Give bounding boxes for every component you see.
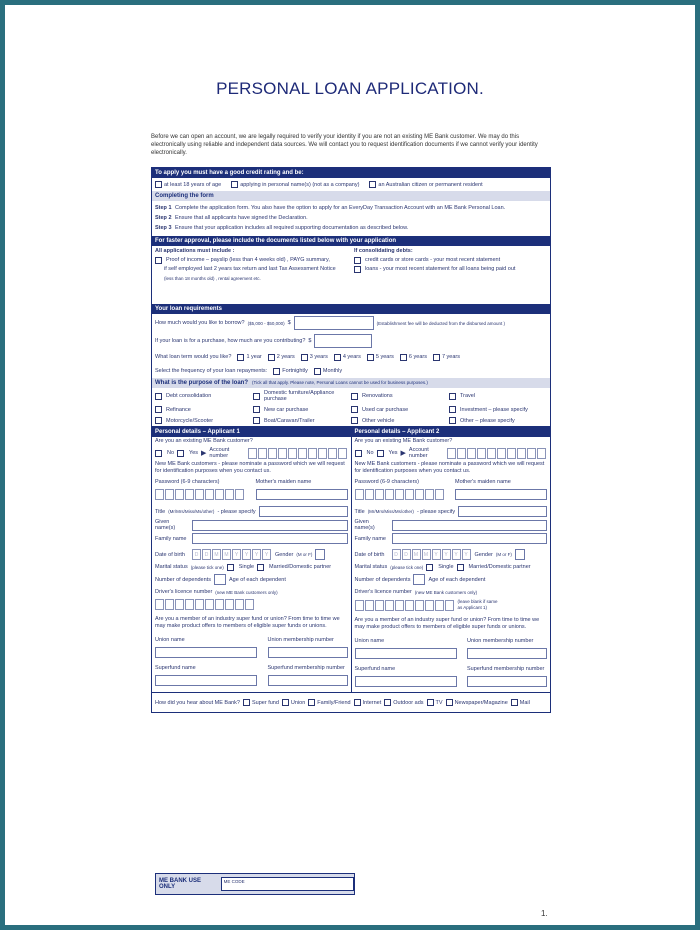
label: Y bbox=[262, 549, 271, 560]
union-name-input[interactable] bbox=[155, 647, 257, 658]
input-cell[interactable] bbox=[235, 489, 244, 500]
label: (M or F) bbox=[495, 552, 512, 557]
checkbox[interactable] bbox=[243, 699, 250, 706]
checkbox[interactable] bbox=[511, 699, 518, 706]
label: Superfund name bbox=[155, 665, 196, 671]
input-cell[interactable] bbox=[298, 448, 307, 459]
input-cell[interactable] bbox=[215, 489, 224, 500]
title-input[interactable] bbox=[458, 506, 547, 517]
label: 1 year bbox=[246, 354, 262, 360]
label: Monthly bbox=[322, 368, 343, 374]
label: Family name bbox=[354, 535, 386, 542]
label: M bbox=[422, 549, 431, 560]
superfund-number-input[interactable] bbox=[268, 675, 348, 686]
label: Union name bbox=[155, 637, 185, 643]
input-cell[interactable] bbox=[415, 600, 424, 611]
purpose-option[interactable] bbox=[351, 406, 449, 413]
term-option[interactable] bbox=[433, 354, 460, 361]
checkbox[interactable] bbox=[308, 699, 315, 706]
label: Renovations bbox=[362, 393, 393, 399]
input-cell[interactable] bbox=[395, 600, 404, 611]
yes-checkbox[interactable] bbox=[177, 450, 184, 457]
checkbox[interactable] bbox=[301, 354, 308, 361]
label: Driver's licence number bbox=[155, 589, 213, 595]
borrow-amount-input[interactable] bbox=[294, 316, 374, 330]
input-cell[interactable] bbox=[355, 600, 364, 611]
single-checkbox[interactable] bbox=[227, 564, 234, 571]
label: No bbox=[167, 450, 175, 456]
input-cell[interactable] bbox=[328, 448, 337, 459]
checkbox[interactable] bbox=[237, 354, 244, 361]
title-input[interactable] bbox=[259, 506, 348, 517]
input-cell[interactable] bbox=[507, 448, 516, 459]
checkbox[interactable] bbox=[354, 257, 361, 264]
label: Y bbox=[442, 549, 451, 560]
label: Password (6-9 characters) bbox=[155, 479, 220, 485]
label: Boat/Caravan/Trailer bbox=[264, 417, 315, 424]
label: Driver's licence number bbox=[354, 589, 412, 595]
input-cell[interactable] bbox=[365, 489, 374, 500]
label: Age of each dependent bbox=[228, 576, 286, 583]
label: Motorcycle/Scooter bbox=[166, 417, 214, 424]
checkbox[interactable] bbox=[334, 354, 341, 361]
label: D bbox=[192, 549, 201, 560]
purpose-option[interactable] bbox=[449, 390, 547, 402]
input-cell[interactable] bbox=[155, 599, 164, 610]
input-cell[interactable] bbox=[375, 600, 384, 611]
checkbox[interactable] bbox=[268, 354, 275, 361]
input-cell[interactable] bbox=[215, 599, 224, 610]
label: Family name bbox=[155, 535, 187, 542]
label: Mail bbox=[519, 699, 530, 706]
hear-option[interactable] bbox=[427, 699, 443, 706]
label: Used car purchase bbox=[362, 406, 409, 413]
label: 7 years bbox=[441, 354, 461, 360]
page-title: PERSONAL LOAN APPLICATION. bbox=[216, 79, 484, 98]
input-cell[interactable] bbox=[175, 599, 184, 610]
label: 3 years bbox=[309, 354, 328, 360]
input-cell[interactable] bbox=[445, 600, 454, 611]
checkbox[interactable] bbox=[367, 354, 374, 361]
frequency-row: Select the frequency of your loan repayments: Fortnightly Monthly bbox=[155, 368, 343, 374]
purpose-header: What is the purpose of the loan? (Tick all that apply. Please note, Personal Loans cannot be used for business purposes.) bbox=[152, 378, 550, 388]
input-cell[interactable] bbox=[415, 489, 424, 500]
checkbox[interactable] bbox=[354, 266, 361, 273]
label: - please specify bbox=[416, 508, 456, 515]
purpose-option[interactable] bbox=[351, 417, 449, 424]
label: Age of each dependent bbox=[428, 576, 486, 583]
term-option[interactable] bbox=[268, 354, 295, 361]
label: 6 years bbox=[408, 354, 427, 360]
loan-header: Your loan requirements bbox=[152, 304, 550, 314]
label: Fortnightly bbox=[282, 368, 308, 374]
label: (Mr/Mrs/Miss/Ms/other) bbox=[168, 509, 215, 514]
account-number-cells[interactable] bbox=[447, 448, 547, 459]
purpose-option[interactable] bbox=[351, 390, 449, 402]
checkbox[interactable] bbox=[253, 393, 260, 400]
purpose-grid bbox=[152, 388, 550, 426]
frequency-fortnightly[interactable] bbox=[273, 368, 308, 375]
checkbox[interactable] bbox=[351, 406, 358, 413]
hear-option[interactable] bbox=[384, 699, 423, 706]
input-cell[interactable] bbox=[355, 489, 364, 500]
label: Y bbox=[452, 549, 461, 560]
hear-option[interactable] bbox=[446, 699, 508, 706]
hear-option[interactable] bbox=[354, 699, 382, 706]
step-3: Step 3 Ensure that your application includes all required supporting documentation as described below. bbox=[155, 225, 409, 231]
input-cell[interactable] bbox=[497, 448, 506, 459]
purpose-option[interactable] bbox=[253, 390, 351, 402]
checkbox[interactable] bbox=[369, 181, 376, 188]
label: Travel bbox=[460, 393, 476, 399]
checkbox[interactable] bbox=[155, 393, 162, 400]
hear-option[interactable] bbox=[243, 699, 279, 706]
office-use-box: ME BANK USE ONLY ME CODE bbox=[155, 873, 355, 895]
input-cell[interactable] bbox=[318, 448, 327, 459]
applicant-2: Personal details – Applicant 2 Are you an existing ME Bank customer? No Yes ▶ Account number New ME Bank customers - please nominate a password which we will request for identification purposes when you contact us. Password (6-9 characters) Mother's maiden name Title (Mr/Mrs/Miss/Ms/other) - please specify Given name(s) Family name Date of birth D D M M Y Y Y Y Gender (M or F) Marital status (please tick one) Single Married/Domestic partner Number of dependents Age of each dependent Driver's licence number (new ME Bank customers only) (leave blank if same as Applicant 1) Are you a member of an industry super fund or union? From time to time we may make product offers to members of eligible super funds or unions. Union name Union membership number Superfund name Superfund membership number bbox=[351, 427, 551, 692]
checkbox[interactable] bbox=[231, 181, 238, 188]
input-cell[interactable] bbox=[435, 600, 444, 611]
label: Yes bbox=[388, 450, 398, 456]
label: Family/Friend bbox=[317, 699, 351, 706]
label: (please tick one) bbox=[390, 564, 424, 570]
label: Superfund membership number bbox=[267, 665, 345, 671]
input-cell[interactable] bbox=[425, 489, 434, 500]
input-cell[interactable] bbox=[175, 489, 184, 500]
label: Internet bbox=[362, 699, 382, 706]
input-cell[interactable] bbox=[425, 600, 434, 611]
family-name-input[interactable] bbox=[192, 533, 348, 544]
arrow-right-icon: ▶ bbox=[201, 450, 207, 457]
loan-term-row: What loan term would you like? 1 year 2 years 3 years 4 years 5 years 6 years 7 years bbox=[155, 354, 461, 360]
input-cell[interactable] bbox=[165, 489, 174, 500]
input-cell[interactable] bbox=[195, 489, 204, 500]
label: Marital status bbox=[354, 564, 388, 570]
term-option[interactable] bbox=[301, 354, 328, 361]
checkbox[interactable] bbox=[314, 368, 321, 375]
label: Yes bbox=[189, 450, 199, 456]
label: Y bbox=[242, 549, 251, 560]
checkbox[interactable] bbox=[446, 699, 453, 706]
input-cell[interactable] bbox=[517, 448, 526, 459]
label: Number of dependents bbox=[354, 576, 411, 583]
married-checkbox[interactable] bbox=[257, 564, 264, 571]
input-cell[interactable] bbox=[487, 448, 496, 459]
label: Y bbox=[232, 549, 241, 560]
purpose-option[interactable] bbox=[155, 417, 253, 424]
label: D bbox=[392, 549, 401, 560]
label: Other vehicle bbox=[362, 417, 395, 424]
step-1: Step 1 Complete the application form. You also have the option to apply for an EveryDay Transaction Account with an ME Bank Personal Loan. bbox=[155, 205, 506, 211]
input-cell[interactable] bbox=[527, 448, 536, 459]
union-name-input[interactable] bbox=[355, 648, 457, 659]
label: Date of birth bbox=[354, 551, 385, 558]
input-cell[interactable] bbox=[405, 489, 414, 500]
account-number-cells[interactable] bbox=[248, 448, 348, 459]
hear-option[interactable] bbox=[308, 699, 350, 706]
input-cell[interactable] bbox=[477, 448, 486, 459]
label: 5 years bbox=[375, 354, 394, 360]
all-applications-column: All applications must include : Proof of income – payslip (less than 4 weeks old) , PAYG summary, if self employed last 2 years tax return and last Tax Assessment Notice (less than 18 months old) , rental agreement etc. bbox=[155, 248, 336, 281]
label: Union bbox=[290, 699, 306, 706]
input-cell[interactable] bbox=[278, 448, 287, 459]
superfund-number-input[interactable] bbox=[467, 676, 547, 687]
frequency-monthly[interactable] bbox=[314, 368, 342, 375]
label: (please tick one) bbox=[190, 564, 224, 570]
label: (Mr/Mrs/Miss/Ms/other) bbox=[367, 509, 414, 514]
input-cell[interactable] bbox=[225, 599, 234, 610]
dependents-input[interactable] bbox=[413, 574, 425, 585]
hear-about-row: How did you hear about ME Bank? Super fund Union Family/Friend Internet Outdoor ads TV Newspaper/Magazine Mail bbox=[152, 692, 550, 712]
gender-input[interactable] bbox=[515, 549, 525, 560]
term-option[interactable] bbox=[237, 354, 261, 361]
maiden-name-input[interactable] bbox=[455, 489, 547, 500]
given-name-input[interactable] bbox=[392, 520, 548, 531]
input-cell[interactable] bbox=[205, 599, 214, 610]
applicants-section bbox=[152, 426, 550, 692]
dob-cells[interactable] bbox=[392, 549, 472, 560]
checkbox[interactable] bbox=[384, 699, 391, 706]
label: Given name(s) bbox=[155, 519, 176, 531]
label: New car purchase bbox=[264, 406, 309, 413]
label: Debt consolidation bbox=[166, 393, 212, 399]
label: Union membership number bbox=[467, 638, 534, 644]
applicant-1: Personal details – Applicant 1 Are you an existing ME Bank customer? No Yes ▶ Account number New ME Bank customers - please nominate a password which we will request for identification purposes when you contact us. Password (6-9 characters) Mother's maiden name Title (Mr/Mrs/Miss/Ms/other) - please specify Given name(s) Family name Date of birth D D M M Y Y Y Y Gender (M or F) Marital status (please tick one) Single Married/Domestic partner Number of dependents Age of each dependent Driver's licence number (new ME Bank customers only) Are you a member of an industry super fund or union? From time to time we may make product offers to members of eligible super funds or unions. Union name Union membership number Superfund name Superfund membership number bbox=[152, 427, 351, 692]
label: Y bbox=[432, 549, 441, 560]
input-cell[interactable] bbox=[288, 448, 297, 459]
purpose-option[interactable] bbox=[449, 417, 547, 424]
input-cell[interactable] bbox=[205, 489, 214, 500]
married-checkbox[interactable] bbox=[457, 564, 464, 571]
licence-cells[interactable] bbox=[355, 600, 455, 611]
label: Marital status bbox=[155, 564, 188, 570]
consolidating-column: If consolidating debts: credit cards or store cards - your most recent statement loans - your most recent statement for all loans being paid out bbox=[354, 248, 516, 272]
eligibility-resident-option[interactable]: an Australian citizen or permanent resident bbox=[369, 181, 482, 188]
checkbox[interactable] bbox=[253, 417, 260, 424]
input-cell[interactable] bbox=[447, 448, 456, 459]
documents-header: For faster approval, please include the documents listed below with your application bbox=[152, 236, 550, 246]
checkbox[interactable] bbox=[400, 354, 407, 361]
checkbox[interactable] bbox=[449, 417, 456, 424]
step-2: Step 2 Ensure that all applicants have signed the Declaration. bbox=[155, 215, 308, 221]
input-cell[interactable] bbox=[185, 599, 194, 610]
label: Gender bbox=[275, 551, 294, 558]
page-number: 1. bbox=[541, 909, 548, 918]
eligibility-personal-option[interactable]: applying in personal name(s) (not as a company) bbox=[231, 181, 359, 188]
eligibility-age-option[interactable]: at least 18 years of age bbox=[155, 181, 221, 188]
checkbox[interactable] bbox=[282, 699, 289, 706]
input-cell[interactable] bbox=[185, 489, 194, 500]
input-cell[interactable] bbox=[268, 448, 277, 459]
label: D bbox=[202, 549, 211, 560]
checkbox[interactable] bbox=[253, 406, 260, 413]
hear-option[interactable] bbox=[511, 699, 530, 706]
checkbox[interactable] bbox=[273, 368, 280, 375]
label: Super fund bbox=[252, 699, 279, 706]
label: Given name(s) bbox=[354, 519, 375, 531]
label: Superfund name bbox=[354, 666, 396, 672]
label: Password (6-9 characters) bbox=[354, 479, 419, 485]
completing-header: Completing the form bbox=[152, 191, 550, 201]
checkbox[interactable] bbox=[427, 699, 434, 706]
checkbox[interactable] bbox=[449, 393, 456, 400]
checkbox[interactable] bbox=[155, 257, 162, 264]
label: M bbox=[222, 549, 231, 560]
hear-option[interactable] bbox=[282, 699, 305, 706]
checkbox[interactable] bbox=[354, 699, 361, 706]
label: (M or F) bbox=[296, 552, 313, 557]
input-cell[interactable] bbox=[165, 599, 174, 610]
checkbox[interactable] bbox=[155, 406, 162, 413]
input-cell[interactable] bbox=[248, 448, 257, 459]
input-cell[interactable] bbox=[385, 489, 394, 500]
term-option[interactable] bbox=[334, 354, 361, 361]
purpose-option[interactable] bbox=[155, 390, 253, 402]
label: Refinance bbox=[166, 406, 191, 413]
union-number-input[interactable] bbox=[467, 648, 547, 659]
input-cell[interactable] bbox=[365, 600, 374, 611]
checkbox[interactable] bbox=[449, 406, 456, 413]
checkbox[interactable] bbox=[351, 393, 358, 400]
label: M bbox=[412, 549, 421, 560]
no-checkbox[interactable] bbox=[355, 450, 362, 457]
checkbox[interactable] bbox=[433, 354, 440, 361]
dob-cells[interactable] bbox=[192, 549, 272, 560]
checkbox[interactable] bbox=[155, 417, 162, 424]
input-cell[interactable] bbox=[405, 600, 414, 611]
label: Mother's maiden name bbox=[455, 479, 511, 485]
label: Gender bbox=[474, 551, 493, 558]
password-cells[interactable] bbox=[155, 489, 245, 500]
label: Single bbox=[238, 564, 255, 570]
input-cell[interactable] bbox=[258, 448, 267, 459]
superfund-name-input[interactable] bbox=[355, 676, 457, 687]
no-checkbox[interactable] bbox=[155, 450, 162, 457]
input-cell[interactable] bbox=[235, 599, 244, 610]
label: Title bbox=[155, 508, 166, 515]
dependents-input[interactable] bbox=[214, 574, 226, 585]
input-cell[interactable] bbox=[245, 599, 254, 610]
application-form: To apply you must have a good credit rating and be: at least 18 years of age applying in personal name(s) (not as a company) an Australian citizen or permanent resident Completing the form Step 1 Complete the application form. You also have the option to apply for an EveryDay Transaction Account with an ME Bank Personal Loan. Step 2 Ensure that all applicants have signed the Declaration. Step 3 Ensure that your application includes all required supporting documentation as described below. For faster approval, please include the documents listed below with your application All applications must include : Proof of income – payslip (less than 4 weeks old) , PAYG summary, if self employed last 2 years tax return and last Tax Assessment Notice (less than 18 months old) , rental agreement etc. If consolidating debts: credit cards or store cards - your most recent statement loans - your most recent statement for all loans being paid out Your loan requirements How much would you like to borrow? ($5,000 - $50,000) $ (Establishment fee will be deducted from the disbursed amount ) If your loan is for a purchase, how much are you contributing? $ What loan term would you like? 1 year 2 years 3 years 4 years 5 years 6 years 7 years Select the frequency of your loan repayments: Fortnightly Monthly What is the purpose of the loan? (Tick all that apply. Please note, Personal Loans cannot be used for business purposes.) Debt consolidation Domestic furniture/Appliance purchase Renovations Travel Refinance New car purchase Used car purchase Investment – please specify Motorcycle/Scooter Boat/Caravan/Trailer Other vehicle Other – please specify Personal details – Applicant 1 Are you an existing ME Bank customer? No Yes ▶ Account number New ME Bank customers - please nominate a password which we will request for identification purposes when you contact us. Password (6-9 characters) Mother's maiden name Title (Mr/Mrs/Miss/Ms/other) - please specify Given name(s) Family name Date of birth D D M M Y Y Y Y Gender (M or F) Marital status (please tick one) Single Married/Domestic partner Number of dependents Age of each dependent Driver's licence number (new ME Bank customers only) Are you a member of an industry super fund or union? From time to time we may make product offers to members of eligible super funds or unions. Union name Union membership number Superfund name Superfund membership number Personal details – Applicant 2 Are you an existing ME Bank customer? No Yes ▶ Account number New ME Bank customers - please nominate a password which we will request for identification purposes when you contact us. Password (6-9 characters) Mother's maiden name Title (Mr/Mrs/Miss/Ms/other) - please specify Given name(s) Family name Date of birth D D M M Y Y Y Y Gender (M or F) Marital status (please tick one) Single Married/Domestic partner Number of dependents Age of each dependent Driver's licence number (new ME Bank customers only) (leave blank if same as Applicant 1) Are you a member of an industry super fund or union? From time to time we may make product offers to members of eligible super funds or unions. Union name Union membership number Superfund name Superfund membership number How did you hear about ME Bank? Super fund Union Family/Friend Internet Outdoor ads TV Newspaper/Magazine Mail bbox=[151, 167, 551, 713]
label: Union name bbox=[354, 638, 385, 644]
label: Newspaper/Magazine bbox=[454, 699, 508, 706]
label: Married/Domestic partner bbox=[468, 564, 531, 570]
label: Investment – please specify bbox=[460, 406, 528, 413]
input-cell[interactable] bbox=[537, 448, 546, 459]
input-cell[interactable] bbox=[395, 489, 404, 500]
purpose-option[interactable] bbox=[155, 406, 253, 413]
input-cell[interactable] bbox=[467, 448, 476, 459]
label: Married/Domestic partner bbox=[269, 564, 332, 570]
arrow-right-icon: ▶ bbox=[400, 450, 406, 457]
input-cell[interactable] bbox=[155, 489, 164, 500]
label: D bbox=[402, 549, 411, 560]
gender-input[interactable] bbox=[315, 549, 325, 560]
single-checkbox[interactable] bbox=[426, 564, 433, 571]
label: Y bbox=[252, 549, 261, 560]
purpose-option[interactable] bbox=[253, 406, 351, 413]
input-cell[interactable] bbox=[375, 489, 384, 500]
family-name-input[interactable] bbox=[392, 533, 548, 544]
eligibility-header: To apply you must have a good credit rating and be: bbox=[152, 168, 550, 178]
label: 4 years bbox=[342, 354, 361, 360]
label: Single bbox=[438, 564, 454, 570]
input-cell[interactable] bbox=[338, 448, 347, 459]
given-name-input[interactable] bbox=[192, 520, 348, 531]
label: No bbox=[366, 450, 374, 456]
purpose-option[interactable] bbox=[449, 406, 547, 413]
contribution-amount-input[interactable] bbox=[314, 334, 372, 348]
label: Title bbox=[354, 508, 365, 515]
purpose-option[interactable] bbox=[253, 417, 351, 424]
label: - please specify bbox=[217, 508, 256, 515]
input-cell[interactable] bbox=[457, 448, 466, 459]
term-option[interactable] bbox=[400, 354, 427, 361]
term-option[interactable] bbox=[367, 354, 394, 361]
label: (new ME Bank customers only) bbox=[215, 589, 278, 595]
checkbox[interactable] bbox=[155, 181, 162, 188]
input-cell[interactable] bbox=[385, 600, 394, 611]
input-cell[interactable] bbox=[435, 489, 444, 500]
checkbox[interactable] bbox=[351, 417, 358, 424]
input-cell[interactable] bbox=[225, 489, 234, 500]
label: M bbox=[212, 549, 221, 560]
label: Mother's maiden name bbox=[255, 479, 312, 485]
me-code-input[interactable]: ME CODE bbox=[221, 877, 354, 891]
label: Union membership number bbox=[267, 637, 334, 643]
maiden-name-input[interactable] bbox=[256, 489, 348, 500]
label: TV bbox=[435, 699, 443, 706]
form-page bbox=[5, 5, 695, 925]
label: Domestic furniture/Appliance purchase bbox=[264, 390, 335, 402]
label: Superfund membership number bbox=[467, 666, 545, 672]
label: Date of birth bbox=[155, 551, 185, 558]
label: (new ME Bank customers only) bbox=[414, 589, 478, 595]
yes-checkbox[interactable] bbox=[377, 450, 384, 457]
label: Y bbox=[462, 549, 471, 560]
intro-text: Before we can open an account, we are legally required to verify your identity if you are not an existing ME Bank customer. We may do this electronically using reliable and independent data sources. We will contact you to request identification documents if we cannot verify your identity electronically. bbox=[151, 134, 538, 156]
licence-cells[interactable] bbox=[155, 599, 255, 610]
input-cell[interactable] bbox=[195, 599, 204, 610]
superfund-name-input[interactable] bbox=[155, 675, 257, 686]
password-cells[interactable] bbox=[355, 489, 445, 500]
input-cell[interactable] bbox=[308, 448, 317, 459]
label: Other – please specify bbox=[460, 417, 515, 424]
label: Number of dependents bbox=[155, 576, 211, 583]
union-number-input[interactable] bbox=[268, 647, 348, 658]
label: 2 years bbox=[276, 354, 295, 360]
label: Outdoor ads bbox=[393, 699, 424, 706]
